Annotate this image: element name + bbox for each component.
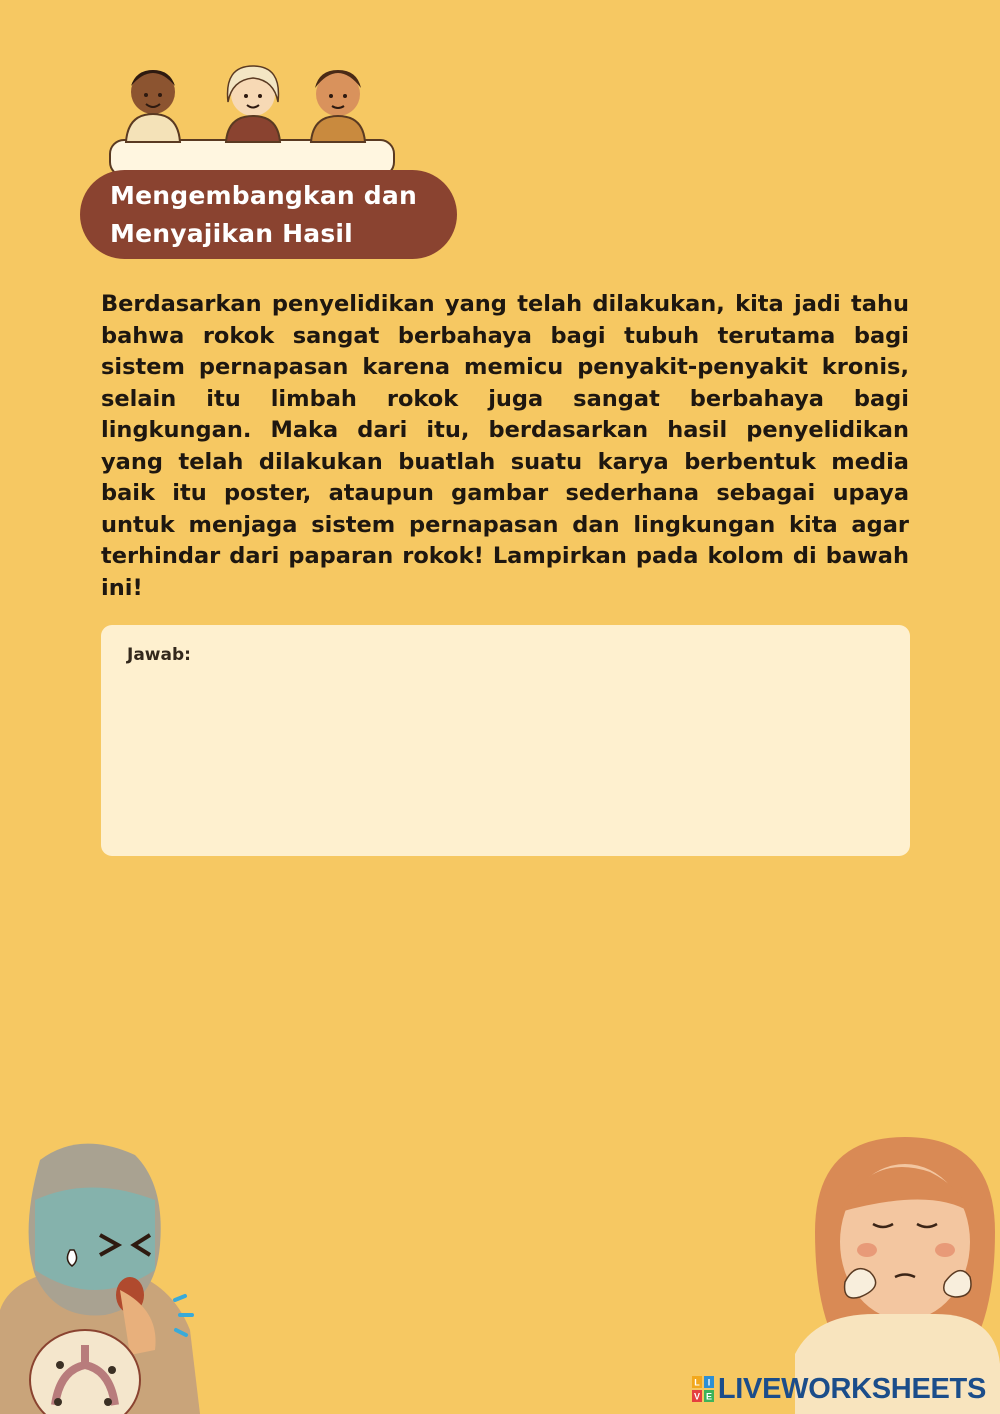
instruction-paragraph: Berdasarkan penyelidikan yang telah dilakukan, kita jadi tahu bahwa rokok sangat berbahaya bagi tubuh terutama bagi sistem pernapasan karena memicu penyakit-penyakit kronis, selain itu limbah rokok juga sangat berbahaya bagi lingkungan. Maka dari itu, berdasarkan hasil penyelidikan yang telah dilakukan buatlah suatu karya berbentuk media baik itu poster, ataupun gambar sederhana sebagai upaya untuk menjaga sistem pernapasan dan lingkungan kita agar terhindar dari paparan rokok! Lampirkan pada kolom di bawah ini!	[101, 291, 909, 601]
svg-text:L: L	[694, 1377, 700, 1388]
svg-text:V: V	[693, 1391, 700, 1402]
liveworksheets-logo-icon	[692, 1376, 714, 1402]
coughing-man-icon	[0, 1140, 215, 1414]
three-children-icon	[108, 62, 398, 177]
svg-text:E: E	[705, 1391, 712, 1402]
liveworksheets-brand-text: LIVEWORKSHEETS	[717, 1372, 986, 1405]
liveworksheets-watermark	[692, 1372, 986, 1406]
svg-text:I: I	[707, 1377, 711, 1388]
answer-label: Jawab:	[127, 645, 191, 665]
answer-input[interactable]	[127, 675, 886, 839]
section-title-line-2: Menyajikan Hasil	[110, 219, 353, 248]
section-title-line-1: Mengembangkan dan	[110, 181, 417, 210]
section-title-pill	[80, 170, 457, 259]
answer-box	[101, 625, 910, 856]
